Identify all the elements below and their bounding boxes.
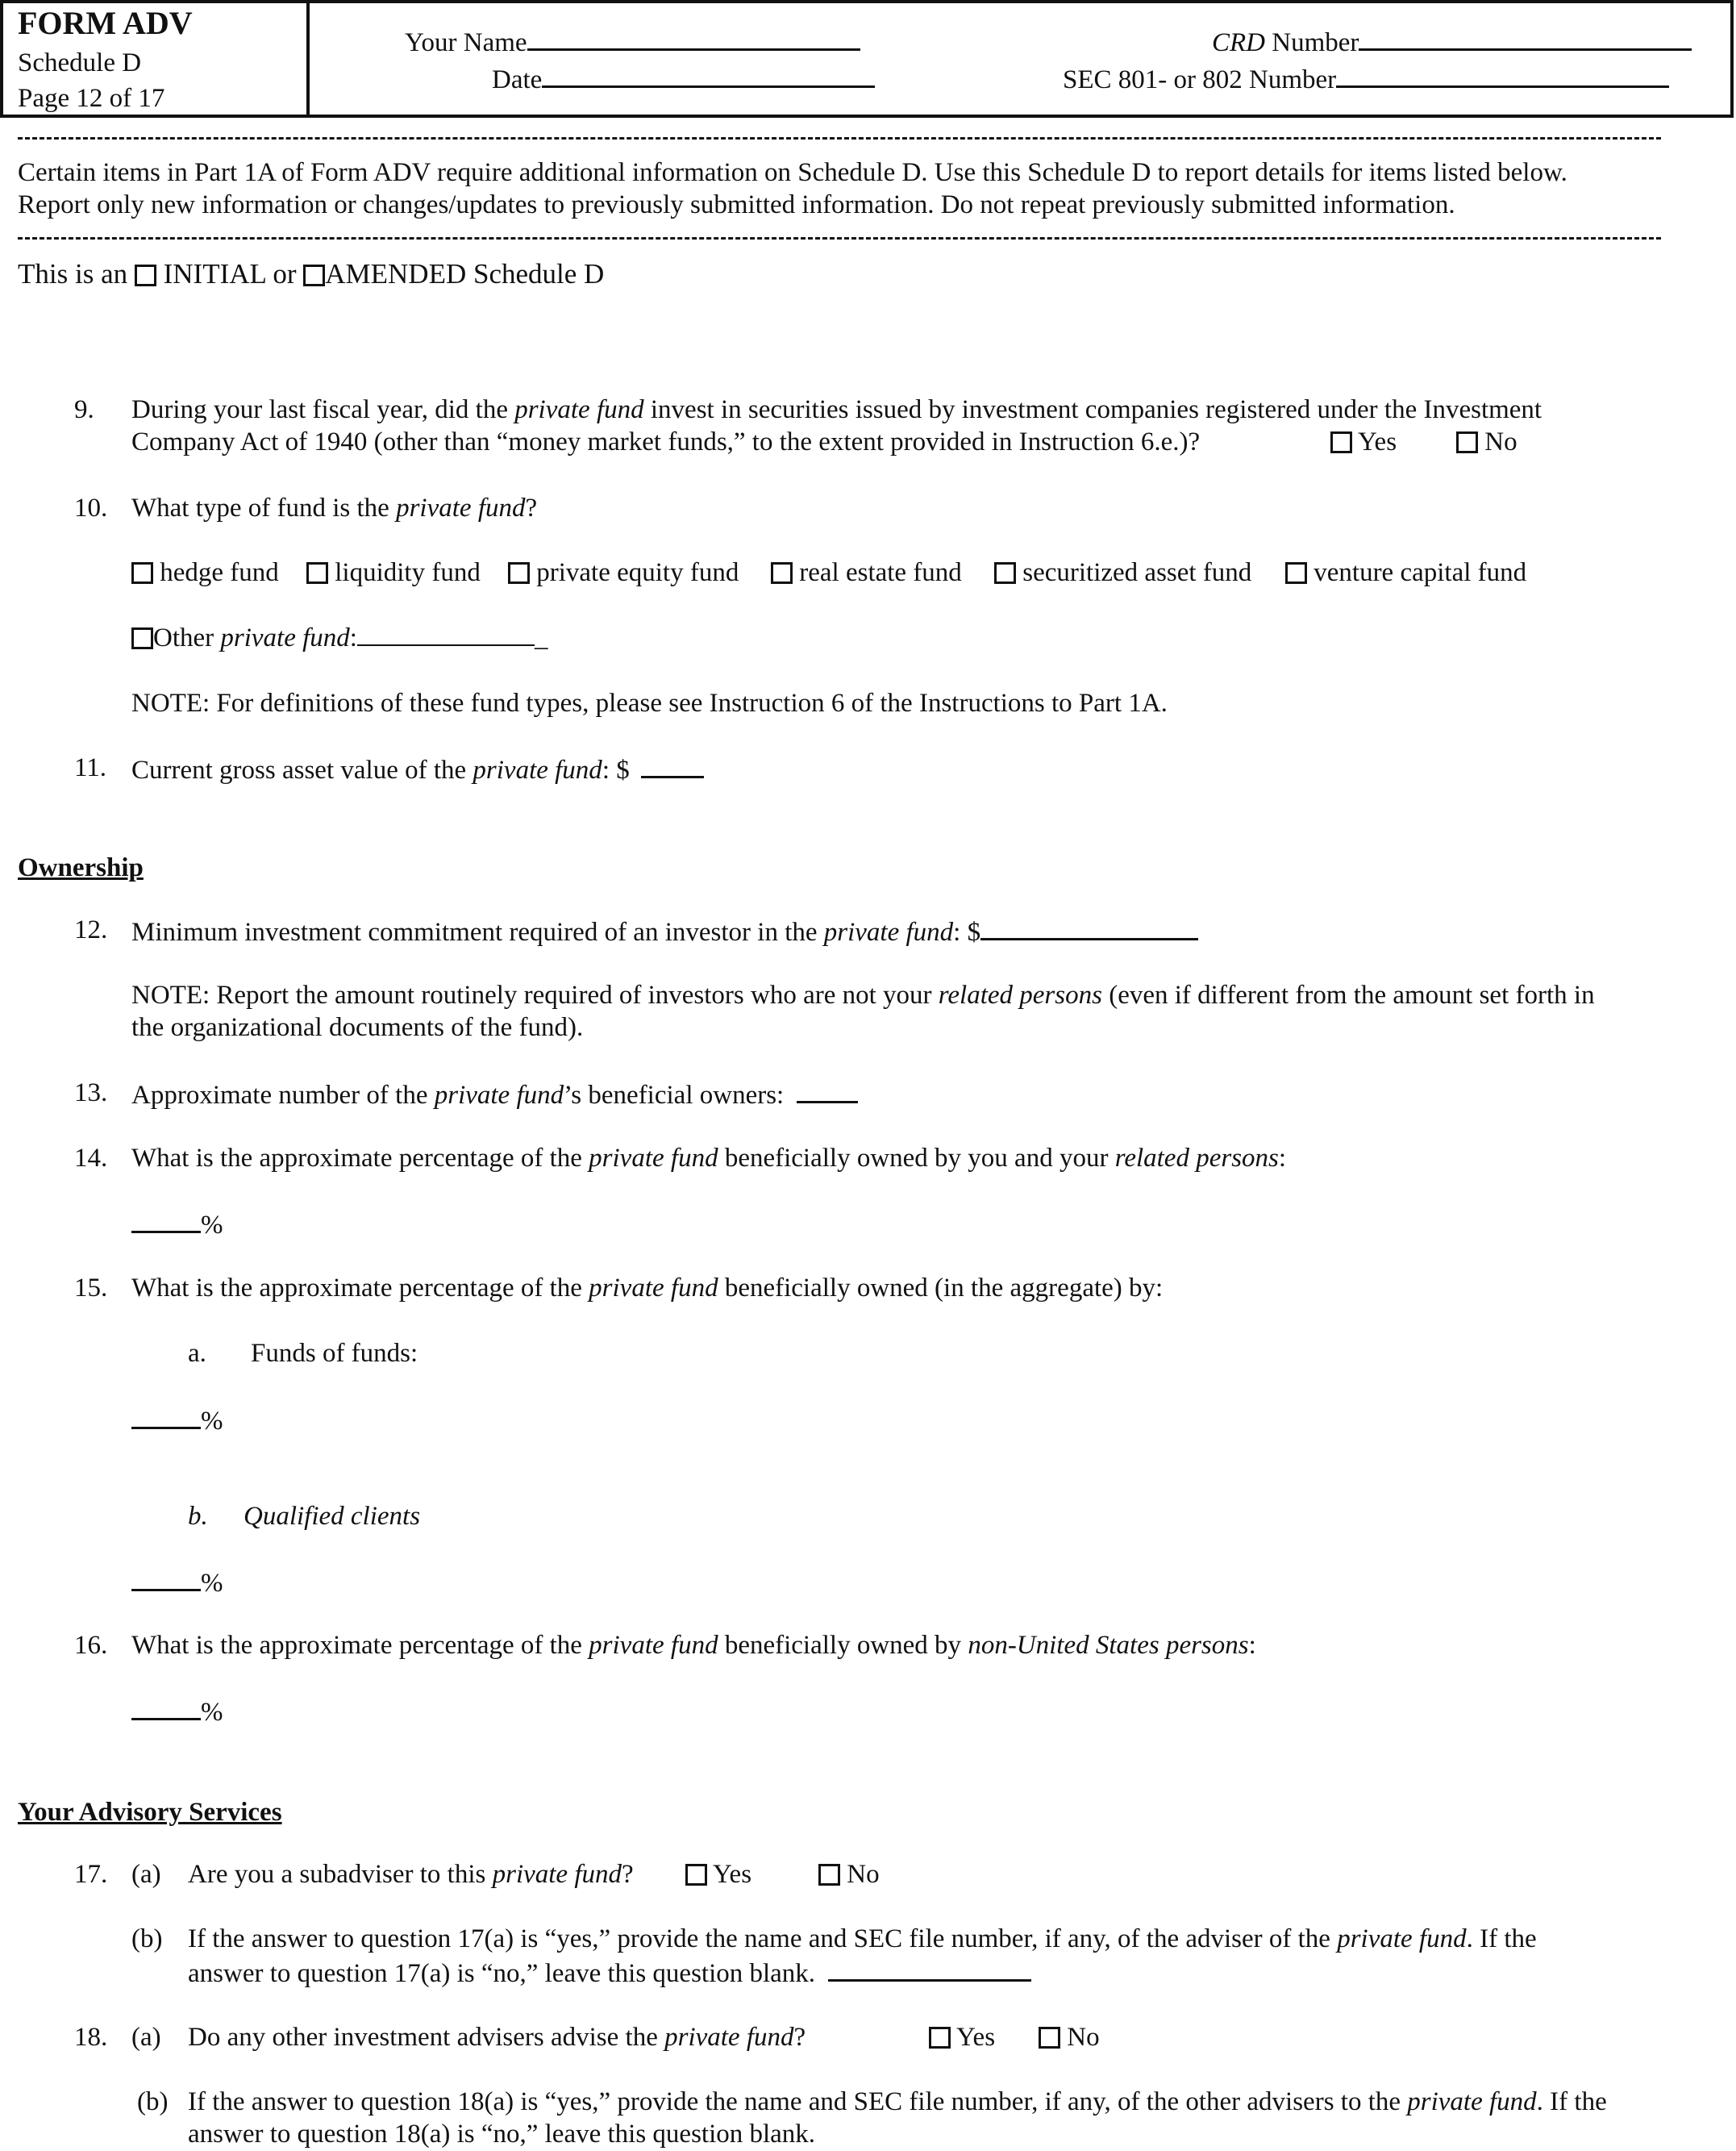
q16-text: What is the approximate percentage of the [131, 1631, 589, 1660]
q15b-percent-sign: % [201, 1569, 223, 1598]
sec-label: SEC 801- or 802 Number [1063, 65, 1337, 94]
liquidity-fund-label: liquidity fund [335, 558, 481, 587]
q18b-term: private fund [1407, 2087, 1537, 2116]
q18a-yes-option [929, 2021, 995, 2053]
q17a-text-end: ? [622, 1860, 634, 1889]
q11-text-end: : $ [602, 756, 630, 785]
q12-text: Minimum investment commitment required of an investor in the [131, 918, 824, 947]
q9-text: During your last fiscal year, did the [131, 395, 515, 424]
crd-number-field[interactable] [1359, 24, 1692, 51]
q10-question [131, 492, 537, 524]
q14-percent-row [131, 1207, 223, 1241]
q14-text-mid: beneficially owned by you and your [718, 1144, 1115, 1173]
q12-number: 12. [74, 915, 108, 944]
liquidity-fund-checkbox[interactable] [306, 562, 328, 584]
q18b-label: (b) [137, 2087, 169, 2116]
schedule-type-row [18, 258, 604, 290]
private-equity-fund-label: private equity fund [536, 558, 739, 587]
fund-type-securitized [994, 557, 1251, 589]
q17b-term: private fund [1337, 1924, 1467, 1953]
q16-question [131, 1629, 1256, 1661]
q9-number: 9. [74, 395, 94, 424]
q17a-text: Are you a subadviser to this [188, 1860, 493, 1889]
q17a-no-option [818, 1858, 880, 1890]
q15-text: What is the approximate percentage of the [131, 1274, 589, 1303]
initial-checkbox[interactable] [135, 265, 156, 286]
q16-percent-field[interactable] [131, 1694, 201, 1720]
schedule-label: Schedule D [18, 48, 142, 77]
your-name-label: Your Name [405, 28, 527, 57]
q13-term: private fund [434, 1081, 564, 1110]
q14-text-end: : [1278, 1144, 1287, 1173]
q10-note: NOTE: For definitions of these fund types, please see Instruction 6 of the Instructions to Part 1A. [131, 689, 1168, 718]
q12-question [131, 914, 1198, 948]
q16-percent-row [131, 1694, 223, 1728]
q17b-text: If the answer to question 17(a) is “yes,” provide the name and SEC file number, if any, of the adviser of the [188, 1924, 1338, 1953]
q15a-text: Funds of funds: [251, 1339, 418, 1368]
fund-type-liquidity [306, 557, 481, 589]
hedge-fund-label: hedge fund [160, 558, 279, 587]
other-fund-field[interactable] [357, 623, 535, 646]
initial-label: INITIAL or [163, 258, 297, 290]
q18-number: 18. [74, 2023, 108, 2052]
q9-yes-option [1330, 426, 1397, 458]
page-number: Page 12 of 17 [18, 84, 165, 113]
q15b-percent-row [131, 1565, 223, 1599]
q9-yes-label: Yes [1358, 427, 1397, 456]
q17b-text-end: . If the [1466, 1924, 1537, 1953]
q17-number: 17. [74, 1860, 108, 1889]
date-label: Date [492, 65, 543, 94]
hedge-fund-checkbox[interactable] [131, 562, 153, 584]
q13-text-end: ’s beneficial owners: [564, 1081, 791, 1110]
q15-term: private fund [589, 1274, 718, 1303]
dashed-divider [18, 237, 1661, 240]
date-field[interactable] [542, 61, 875, 88]
date-row [492, 61, 875, 96]
q18a-text: Do any other investment advisers advise the [188, 2023, 665, 2052]
q14-term: private fund [589, 1144, 718, 1173]
sec-number-field[interactable] [1336, 61, 1669, 88]
q17a-yes-checkbox[interactable] [685, 1864, 707, 1886]
q9-no-label: No [1484, 427, 1517, 456]
ownership-heading: Ownership [18, 853, 144, 882]
header-divider [306, 3, 310, 115]
q9-line-2: Company Act of 1940 (other than “money market funds,” to the extent provided in Instruction 6.e.)? [131, 427, 1201, 456]
q12-note-text-end: (even if different from the amount set forth in [1101, 981, 1595, 1010]
q11-term: private fund [473, 756, 602, 785]
q18a-no-label: No [1067, 2023, 1100, 2052]
q11-number: 11. [74, 753, 107, 782]
q17a-yes-label: Yes [713, 1860, 752, 1889]
other-fund-tail: _ [534, 623, 548, 652]
q18b-line-1 [188, 2086, 1607, 2118]
q9-line-1 [131, 394, 1542, 426]
q14-question [131, 1142, 1286, 1174]
fund-type-real-estate [771, 557, 962, 589]
venture-capital-fund-label: venture capital fund [1313, 558, 1527, 587]
q15b-label: b. [188, 1502, 208, 1531]
venture-capital-fund-checkbox[interactable] [1285, 562, 1307, 584]
q15-number: 15. [74, 1274, 108, 1303]
gross-asset-value-field[interactable] [641, 752, 704, 778]
q14-percent-sign: % [201, 1211, 223, 1240]
real-estate-fund-label: real estate fund [799, 558, 962, 587]
this-is-an-label: This is an [18, 258, 128, 290]
q10-term: private fund [396, 494, 526, 523]
q16-number: 16. [74, 1631, 108, 1660]
q18b-line-2: answer to question 18(a) is “no,” leave this question blank. [188, 2120, 816, 2149]
form-header [0, 0, 1734, 118]
q15a-percent-row [131, 1403, 223, 1437]
q9-text-end: invest in securities issued by investment companies registered under the Investment [643, 395, 1542, 424]
q12-term: private fund [823, 918, 954, 947]
q18a-label: (a) [131, 2023, 161, 2052]
fund-type-private-equity [508, 557, 739, 589]
q15a-percent-sign: % [201, 1407, 223, 1436]
q17a-no-checkbox[interactable] [818, 1864, 840, 1886]
q18b-text-end: . If the [1536, 2087, 1607, 2116]
q18a-yes-checkbox[interactable] [929, 2027, 951, 2049]
crd-row [1212, 24, 1692, 59]
q18a-term: private fund [664, 2023, 794, 2052]
q17b-text-2: answer to question 17(a) is “no,” leave this question blank. [188, 1959, 822, 1988]
q13-question [131, 1077, 858, 1111]
q16-text-mid: beneficially owned by [718, 1631, 968, 1660]
crd-label-italic: CRD [1212, 28, 1265, 57]
q11-text: Current gross asset value of the [131, 756, 473, 785]
q18a-no-checkbox[interactable] [1039, 2027, 1060, 2049]
q17b-adviser-field[interactable] [828, 1955, 1031, 1982]
form-title: FORM ADV [18, 5, 193, 41]
dashed-divider [18, 137, 1661, 140]
intro-line-2: Report only new information or changes/updates to previously submitted information. Do not repeat previously submitted information. [18, 190, 1455, 219]
securitized-asset-fund-label: securitized asset fund [1022, 558, 1252, 587]
q17a-no-label: No [847, 1860, 880, 1889]
q18b-text: If the answer to question 18(a) is “yes,” provide the name and SEC file number, if any, of the other advisers to the [188, 2087, 1408, 2116]
sec-row [1063, 61, 1669, 96]
q17b-line-1 [188, 1923, 1537, 1955]
q16-term-2: non-United States persons [968, 1631, 1249, 1660]
q12-note-text: NOTE: Report the amount routinely required of investors who are not your [131, 981, 939, 1010]
q17a-question [188, 1858, 634, 1890]
q15b-text: Qualified clients [244, 1502, 421, 1531]
amended-checkbox[interactable] [303, 265, 325, 286]
your-name-field[interactable] [527, 24, 860, 51]
advisory-services-heading: Your Advisory Services [18, 1798, 282, 1827]
q16-text-end: : [1248, 1631, 1256, 1660]
q15-text-end: beneficially owned (in the aggregate) by: [718, 1274, 1164, 1303]
q10-number: 10. [74, 494, 108, 523]
q15a-label: a. [188, 1339, 206, 1368]
q18a-text-end: ? [793, 2023, 806, 2052]
q17a-term: private fund [492, 1860, 622, 1889]
q12-note-term: related persons [938, 981, 1102, 1010]
q9-no-checkbox[interactable] [1456, 431, 1478, 453]
private-equity-fund-checkbox[interactable] [508, 562, 530, 584]
your-name-row [405, 24, 860, 59]
q12-note-line-2: the organizational documents of the fund). [131, 1013, 584, 1042]
q14-term-2: related persons [1114, 1144, 1279, 1173]
q9-no-option [1456, 426, 1517, 458]
other-fund-colon: : [349, 623, 357, 652]
q18a-question [188, 2021, 806, 2053]
q14-text: What is the approximate percentage of the [131, 1144, 589, 1173]
q9-yes-checkbox[interactable] [1330, 431, 1352, 453]
crd-label: Number [1265, 28, 1359, 57]
q14-percent-field[interactable] [131, 1207, 201, 1233]
q16-term: private fund [589, 1631, 718, 1660]
q18a-no-option [1039, 2021, 1100, 2053]
q17b-label: (b) [131, 1924, 163, 1953]
minimum-investment-field[interactable] [980, 914, 1198, 940]
q10-text-end: ? [525, 494, 538, 523]
q12-note-line-1 [131, 979, 1595, 1011]
q18a-yes-label: Yes [956, 2023, 996, 2052]
fund-type-venture [1285, 557, 1526, 589]
q15-question [131, 1272, 1163, 1304]
q13-number: 13. [74, 1078, 108, 1107]
securitized-asset-fund-checkbox[interactable] [994, 562, 1016, 584]
q17a-yes-option [685, 1858, 751, 1890]
q11-question [131, 752, 704, 786]
q10-text: What type of fund is the [131, 494, 397, 523]
q12-text-end: : $ [953, 918, 981, 947]
fund-type-hedge [131, 557, 279, 589]
other-fund-label: Other [153, 623, 221, 652]
q17a-label: (a) [131, 1860, 161, 1889]
q15b-percent-field[interactable] [131, 1565, 201, 1591]
amended-label: AMENDED Schedule D [325, 258, 605, 290]
other-fund-checkbox[interactable] [131, 627, 153, 649]
q17b-line-2 [188, 1955, 1031, 1990]
intro-line-1: Certain items in Part 1A of Form ADV require additional information on Schedule D. Use this Schedule D to report details for items listed below. [18, 158, 1567, 187]
real-estate-fund-checkbox[interactable] [771, 562, 793, 584]
fund-type-other [131, 622, 547, 654]
q9-term: private fund [514, 395, 644, 424]
q13-text: Approximate number of the [131, 1081, 435, 1110]
other-fund-term: private fund [220, 623, 350, 652]
q15a-percent-field[interactable] [131, 1403, 201, 1429]
beneficial-owners-field[interactable] [797, 1077, 858, 1103]
q14-number: 14. [74, 1144, 108, 1173]
q16-percent-sign: % [201, 1698, 223, 1727]
